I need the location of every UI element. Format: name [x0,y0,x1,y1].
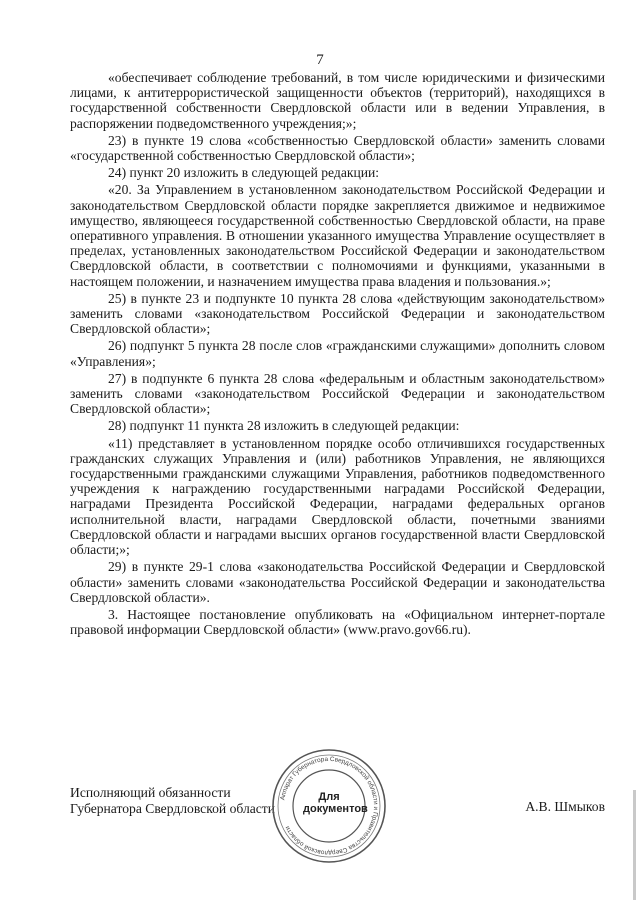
page-number: 7 [316,52,324,68]
paragraph-item-26: 26) подпункт 5 пункта 28 после слов «гражданскими служащими» дополнить словом «Управления»; [70,338,605,369]
paragraph-item-23: 23) в пункте 19 слова «собственностью Свердловской области» заменить словами «государственной собственностью Свердловской области»; [70,132,605,164]
stamp-ring-text: Аппарат Губернатора Свердловской области и Правительства Свердловской области [279,755,380,857]
paragraph-quote-antiterror: «обеспечивает соблюдение требований, в том числе юридическими и физическими лицами, к антитеррористической защищенности объектов (территорий), находящихся в государственной собственности Свердловской области или в ведении Управления, в распоряжении подведомственного учреждения;»; [70,70,605,131]
signatory-position-line1: Исполняющий обязанности [70,785,231,800]
paragraph-item-29: 29) в пункте 29-1 слова «законодательства Российской Федерации и Свердловской области» заменить словами «законодательства Российской Федерации и законодательства Свердловской области». [70,559,605,605]
paragraph-item-27: 27) в подпункте 6 пункта 28 слова «федеральным и областным законодательством» заменить словами «законодательством Российской Федерации и законодательством Свердловской области»; [70,370,605,417]
signatory-position-line2: Губернатора Свердловской области [70,801,276,816]
signatory-name: А.В. Шмыков [525,799,605,814]
paragraph-quote-11: «11) представляет в установленном порядке особо отличившихся государственных гражданских служащих Управления и (или) работников Управления, не являющихся государственными гражданскими служащими Управления, работников подведомственного учреждения к награждению государственными наградами Российской Федерации, наградами Президента Российской Федерации, наградами федеральных органов исполнительной власти, наградами Свердловской области, почетными званиями Свердловской области и наградами высших органов государственной власти Свердловской области;»; [70,435,605,558]
paragraph-item-28: 28) подпункт 11 пункта 28 изложить в следующей редакции: [108,418,460,434]
stamp-center-text [303,791,368,815]
paragraph-item-25: 25) в пункте 23 и подпункте 10 пункта 28 слова «действующим законодательством» заменить словами «законодательством Российской Федерации и законодательством Свердловской области»; [70,290,605,337]
paragraph-quote-20: «20. За Управлением в установленном законодательством Российской Федерации и законодательством Свердловской области порядке закрепляется движимое и недвижимое имущество, являющееся государственной собственностью Свердловской области, на праве оперативного управления. В отношении указанного имущества Управление осуществляет в пределах, установленных законодательством Российской Федерации и законодательством Свердловской области, в соответствии с полномочиями и функциями, указанными в настоящем положении, и назначением имущества права владения и пользования.»; [70,182,605,289]
scan-edge-mark [633,790,636,900]
paragraph-section-3: 3. Настоящее постановление опубликовать на «Официальном интернет-портале правовой информации Свердловской области» (www.pravo.gov66.ru). [70,606,605,638]
stamp-center-line1: Для [318,791,340,803]
stamp-center-line2: документов [303,803,368,815]
paragraph-item-24: 24) пункт 20 изложить в следующей редакции: [108,165,380,181]
signatory-position [70,785,275,817]
document-body [70,70,605,639]
